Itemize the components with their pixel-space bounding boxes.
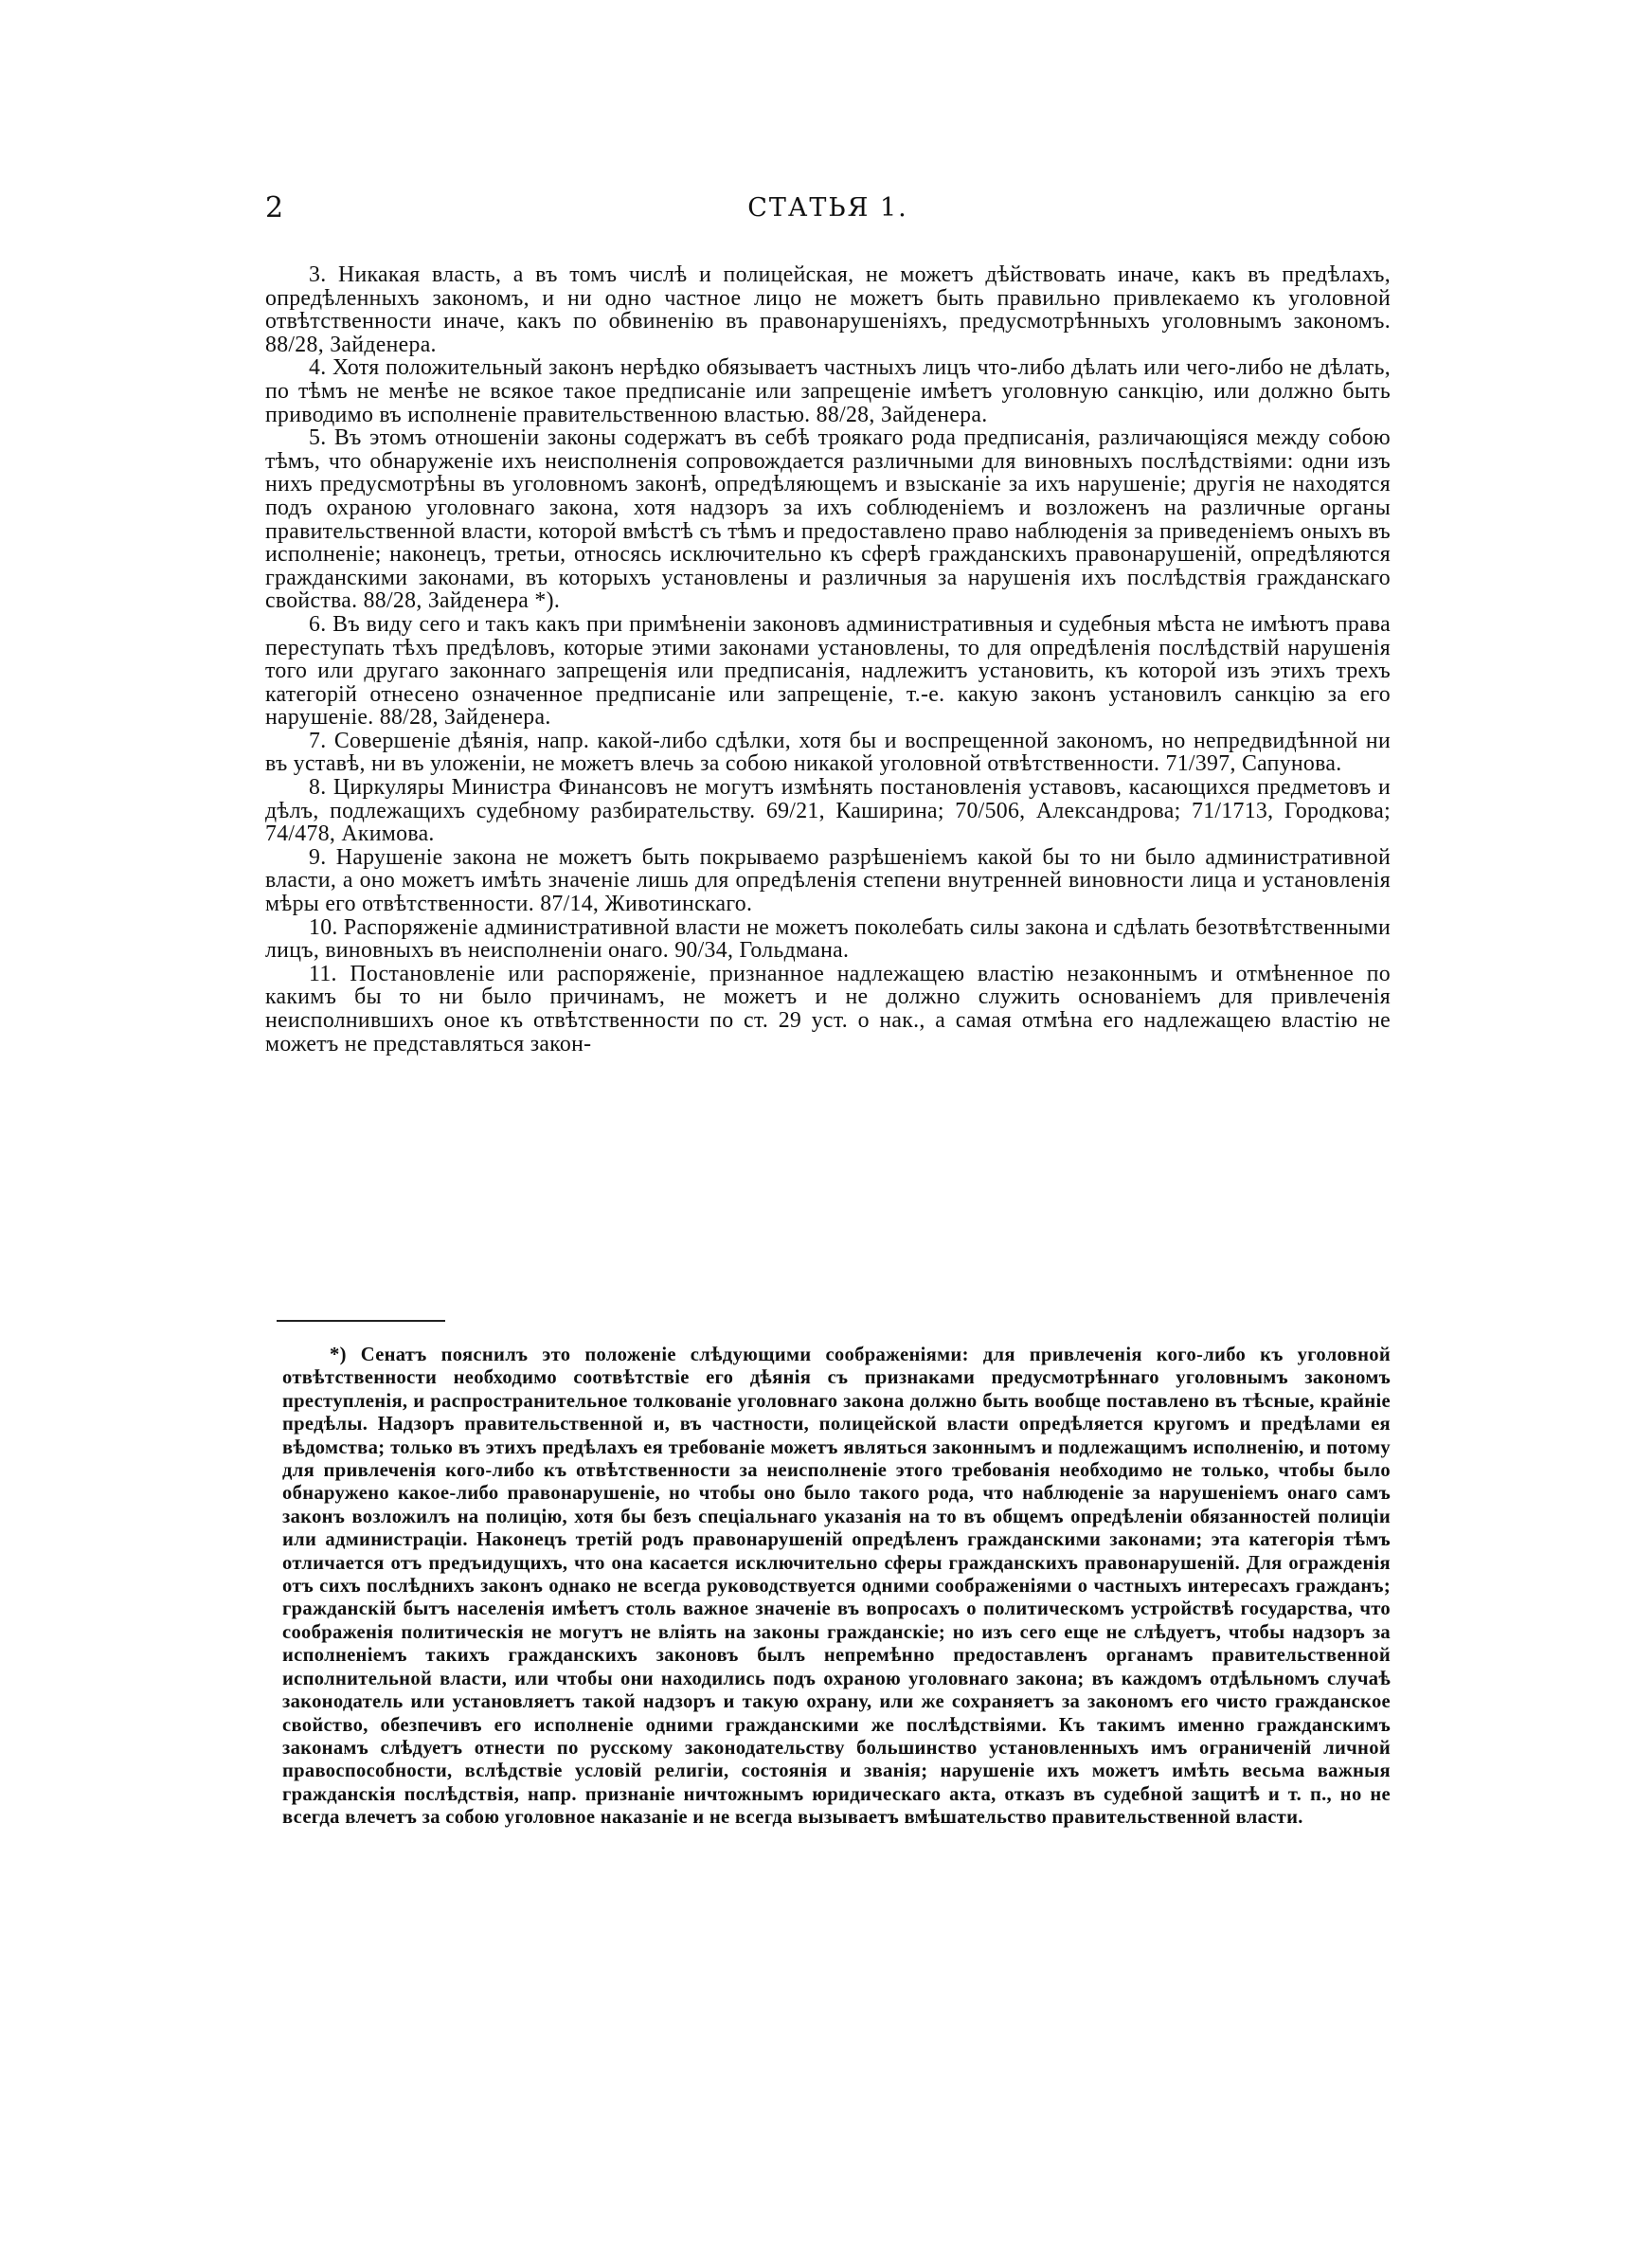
footnote-divider	[277, 1320, 445, 1322]
paragraph-5: 5. Въ этомъ отношеніи законы содержатъ въ себѣ троякаго рода предписанія, различающіяся между собою тѣмъ, что обнаруженіе ихъ неисполненія сопровождается различными для виновныхъ послѣдствіями: одни изъ нихъ предусмотрѣны въ уголовномъ законѣ, опредѣляющемъ и взысканіе за ихъ нарушеніе; другія не находятся подъ охраною уголовнаго закона, хотя надзоръ за ихъ соблюденіемъ и возложенъ на различные органы правительственной власти, которой вмѣстѣ съ тѣмъ и предоставлено право наблюденія за приведеніемъ оныхъ въ исполненіе; наконецъ, третьи, относясь исключительно къ сферѣ гражданскихъ правонарушеній, опредѣляются гражданскими законами, въ которыхъ установлены и различныя за нарушенія ихъ послѣдствія гражданскаго свойства. 88/28, Зайденера *).	[265, 425, 1391, 614]
paragraph-7: 7. Совершеніе дѣянія, напр. какой-либо сдѣлки, хотя бы и воспрещенной закономъ, но непредвидѣнной ни въ уставѣ, ни въ уложеніи, не можетъ влечь за собою никакой уголовной отвѣтственности. 71/397, Сапунова.	[265, 728, 1391, 777]
paragraph-4: 4. Хотя положительный законъ нерѣдко обязываетъ частныхъ лицъ что-либо дѣлать или чего-либо не дѣлать, по тѣмъ не менѣе не всякое такое предписаніе или запрещеніе имѣетъ уголовную санкцію, или должно быть приводимо въ исполненіе правительственною властью. 88/28, Зайденера.	[265, 355, 1391, 427]
page-title: СТАТЬЯ 1.	[747, 193, 908, 223]
page-number: 2	[265, 191, 284, 225]
footnote	[282, 1344, 1391, 1830]
paragraph-9: 9. Нарушеніе закона не можетъ быть покрываемо разрѣшеніемъ какой бы то ни было административной власти, а оно можетъ имѣть значеніе лишь для опредѣленія степени внутренней виновности лица и установленія мѣры его отвѣтственности. 87/14, Животинскаго.	[265, 844, 1391, 917]
paragraph-3: 3. Никакая власть, а въ томъ числѣ и полицейская, не можетъ дѣйствовать иначе, какъ въ предѣлахъ, опредѣленныхъ закономъ, и ни одно частное лицо не можетъ быть правильно привлекаемо къ уголовной отвѣтственности иначе, какъ по обвиненію въ правонарушеніяхъ, предусмотрѣнныхъ уголовнымъ закономъ. 88/28, Зайденера.	[265, 262, 1391, 357]
paragraph-11: 11. Постановленіе или распоряженіе, признанное надлежащею властію незаконнымъ и отмѣненное по какимъ бы то ни было причинамъ, не можетъ и не должно служить основаніемъ для привлеченія неисполнившихъ оное къ отвѣтственности по ст. 29 уст. о нак., а самая отмѣна его надлежащею властію не можетъ не представляться закон-	[265, 961, 1391, 1056]
paragraph-8: 8. Циркуляры Министра Финансовъ не могутъ измѣнять постановленія уставовъ, касающихся предметовъ и дѣлъ, подлежащихъ судебному разбирательству. 69/21, Каширина; 70/506, Александрова; 71/1713, Городкова; 74/478, Акимова.	[265, 775, 1391, 847]
main-text	[265, 263, 1391, 1056]
paragraph-6: 6. Въ виду сего и такъ какъ при примѣненіи законовъ административныя и судебныя мѣста не имѣютъ права переступать тѣхъ предѣловъ, которые этими законами установлены, то для опредѣленія послѣдствій нарушенія того или другаго законнаго запрещенія или предписанія, надлежитъ установить, къ которой изъ этихъ трехъ категорій отнесено означенное предписаніе или запрещеніе, т.-е. какую законъ установилъ санкцію за его нарушеніе. 88/28, Зайденера.	[265, 611, 1391, 731]
running-head	[265, 190, 1391, 227]
footnote-text: *) Сенатъ пояснилъ это положеніе слѣдующими соображеніями: для привлеченія кого-либо къ уголовной отвѣтственности необходимо соотвѣтствіе его дѣянія съ признаками предусмотрѣннаго уголовнымъ закономъ преступленія, и распространительное толкованіе уголовнаго закона должно быть вообще поставлено въ тѣсные, крайніе предѣлы. Надзоръ правительственной и, въ частности, полицейской власти опредѣляется кругомъ и предѣлами ея вѣдомства; только въ этихъ предѣлахъ ея требованіе можетъ являться законнымъ и подлежащимъ исполненію, и потому для привлеченія кого-либо къ отвѣтственности за неисполненіе этого требованія необходимо не только, чтобы было обнаружено какое-либо правонарушеніе, но чтобы оно было такого рода, что наблюденіе за нарушеніемъ онаго самъ законъ возложилъ на полицію, хотя бы безъ спеціальнаго указанія на то въ общемъ опредѣленіи обязанностей полиціи или администраціи. Наконецъ третій родъ правонарушеній опредѣленъ гражданскими законами; эта категорія тѣмъ отличается отъ предъидущихъ, что она касается исключительно сферы гражданскихъ правонарушеній. Для огражденія отъ сихъ послѣднихъ законъ однако не всегда руководствуется одними соображеніями о частныхъ интересахъ гражданъ; гражданскій бытъ населенія имѣетъ столь важное значеніе въ вопросахъ о политическомъ устройствѣ государства, что соображенія политическія не могутъ не вліять на законы гражданскіе; но изъ сего еще не слѣдуетъ, чтобы надзоръ за исполненіемъ такихъ гражданскихъ законовъ былъ непремѣнно предоставленъ органамъ правительственной исполнительной власти, или чтобы они находились подъ охраною уголовнаго закона; въ каждомъ отдѣльномъ случаѣ законодатель или установляетъ такой надзоръ и такую охрану, или же сохраняетъ за закономъ его чисто гражданское свойство, обезпечивъ его исполненіе одними гражданскими же послѣдствіями. Къ такимъ именно гражданскимъ законамъ слѣдуетъ отнести по русскому законодательству большинство установленныхъ имъ ограниченій личной правоспособности, вслѣдствіе условій религіи, состоянія и званія; нарушеніе ихъ можетъ имѣть весьма важныя гражданскія послѣдствія, напр. признаніе ничтожнымъ юридическаго акта, отказъ въ судебной защитѣ и т. п., но не всегда влечетъ за собою уголовное наказаніе и не всегда вызываетъ вмѣшательство правительственной власти.	[282, 1345, 1391, 1829]
paragraph-10: 10. Распоряженіе административной власти не можетъ поколебать силы закона и сдѣлать безотвѣтственными лицъ, виновныхъ въ неисполненіи онаго. 90/34, Гольдмана.	[265, 914, 1391, 964]
